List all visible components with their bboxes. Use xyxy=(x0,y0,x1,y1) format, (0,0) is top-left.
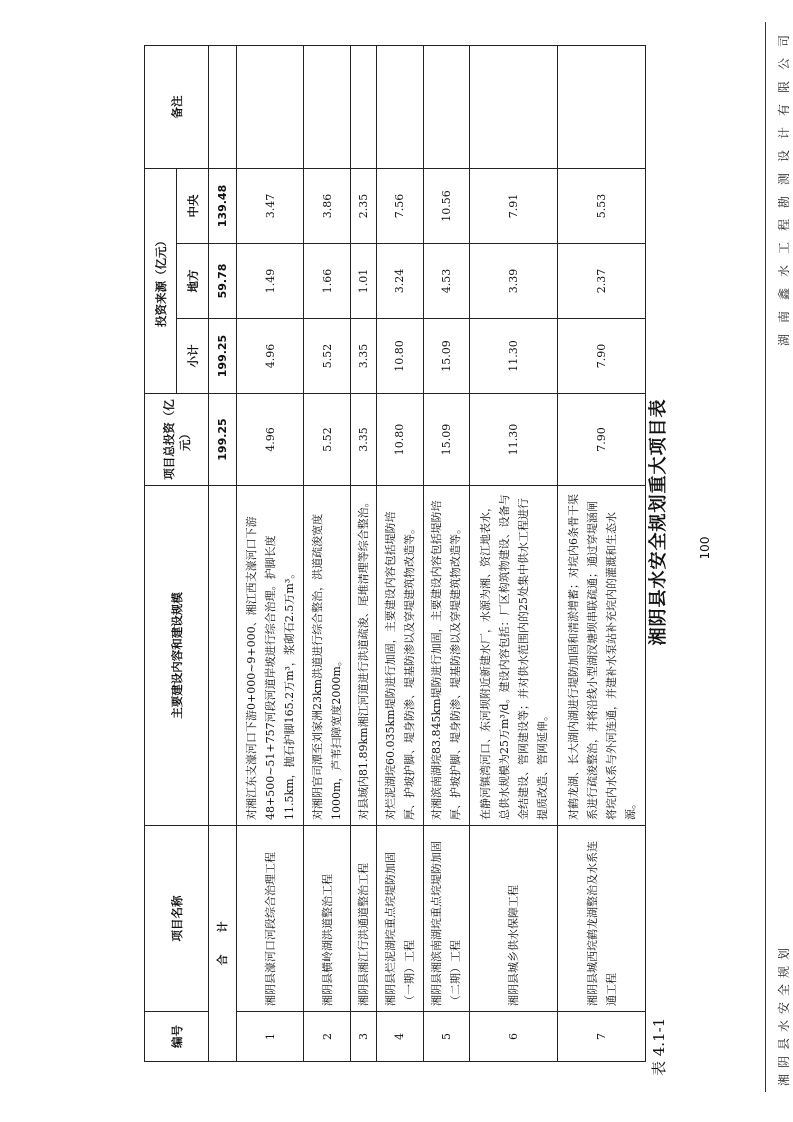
row-remark xyxy=(558,45,646,168)
row-subtotal: 11.30 xyxy=(470,319,558,394)
row-total: 15.09 xyxy=(423,394,470,486)
total-investment: 199.25 xyxy=(209,394,237,486)
row-scope: 对县域内81.89km湘江河道进行洪道疏浚、尾堆清理等综合整治。 xyxy=(350,486,376,826)
row-scope: 对湘阴官司潭至刘家洲23km洪道进行综合整治，洪道疏浚宽度1000m，芦苇扫障宽度2000m。 xyxy=(304,486,351,826)
col-header-total: 项目总投资（亿元） xyxy=(145,394,209,486)
row-total: 3.35 xyxy=(350,394,376,486)
col-header-central: 中央 xyxy=(177,168,209,243)
row-remark xyxy=(237,45,304,168)
row-local: 2.37 xyxy=(558,244,646,319)
col-header-local: 地方 xyxy=(177,244,209,319)
col-header-remark: 备注 xyxy=(145,45,209,168)
row-remark xyxy=(350,45,376,168)
table-label: 表 4.1-1 xyxy=(650,1017,668,1076)
table-row xyxy=(237,45,304,1061)
row-no: 7 xyxy=(558,1012,646,1062)
row-no: 1 xyxy=(237,1012,304,1062)
row-subtotal: 15.09 xyxy=(423,319,470,394)
total-label: 合 计 xyxy=(209,826,237,1062)
row-subtotal: 10.80 xyxy=(376,319,423,394)
col-header-scope: 主要建设内容和建设规模 xyxy=(145,486,209,826)
row-remark xyxy=(470,45,558,168)
row-local: 3.39 xyxy=(470,244,558,319)
col-header-no: 编号 xyxy=(145,1012,209,1062)
row-remark xyxy=(376,45,423,168)
col-header-source: 投资来源（亿元） xyxy=(145,168,177,393)
row-central: 3.47 xyxy=(237,168,304,243)
total-local: 59.78 xyxy=(209,244,237,319)
row-no: 5 xyxy=(423,1012,470,1062)
row-scope: 在静河镇湾河口、东河坝附近新建水厂，水源为湘、资江地表水，总供水规模为25万m³/d。建设内容包括：厂区构筑物建设、设备与金结建设、管网建设等；并对供水范围内的25处集中供水工程进行提质改造、管网延伸。 xyxy=(470,486,558,826)
row-central: 2.35 xyxy=(350,168,376,243)
row-no: 6 xyxy=(470,1012,558,1062)
row-name: 湘阴县湘江行洪通道整治工程 xyxy=(350,826,376,1012)
row-local: 3.24 xyxy=(376,244,423,319)
header-right: 湖南鑫水工程勘测设计有限公司 xyxy=(777,24,791,347)
row-name: 湘阴县城西垸鹤龙湖整治及水系连通工程 xyxy=(558,826,646,1012)
row-subtotal: 4.96 xyxy=(237,319,304,394)
row-name: 湘阴县湘滨南湖垸重点垸堤防加固（二期）工程 xyxy=(423,826,470,1012)
row-local: 4.53 xyxy=(423,244,470,319)
row-no: 3 xyxy=(350,1012,376,1062)
row-subtotal: 3.35 xyxy=(350,319,376,394)
total-subtotal: 199.25 xyxy=(209,319,237,394)
row-subtotal: 7.90 xyxy=(558,319,646,394)
row-central: 3.86 xyxy=(304,168,351,243)
table-row xyxy=(376,45,423,1061)
row-local: 1.66 xyxy=(304,244,351,319)
row-total: 10.80 xyxy=(376,394,423,486)
total-row xyxy=(209,45,237,1061)
table-title: 湘阴县水安全规划重大项目表 xyxy=(648,398,669,646)
project-table xyxy=(144,45,646,1062)
row-central: 7.91 xyxy=(470,168,558,243)
table-row xyxy=(558,45,646,1061)
row-name: 湘阴县城乡供水保障工程 xyxy=(470,826,558,1012)
table-row xyxy=(470,45,558,1061)
row-scope: 对鹤龙湖、长大湖内湖进行堤防加固和清淤增蓄；对垸内6条骨干渠系进行疏浚整治，并将沿线小型湖汊塘坝串联疏通；通过穿堤涵闸将垸内水系与外河连通，并建补水泵站补充垸内的灌溉和生态水源。 xyxy=(558,486,646,826)
row-scope: 对烂泥湖垸60.035km堤防进行加固，主要建设内容包括堤防培厚、护坡护脚、堤身防渗、堤基防渗以及穿堤建筑物改造等。 xyxy=(376,486,423,826)
total-central: 139.48 xyxy=(209,168,237,243)
row-local: 1.49 xyxy=(237,244,304,319)
table-row xyxy=(304,45,351,1061)
total-scope xyxy=(209,486,237,826)
row-total: 4.96 xyxy=(237,394,304,486)
row-central: 10.56 xyxy=(423,168,470,243)
col-header-subtotal: 小计 xyxy=(177,319,209,394)
row-name: 湘阴县横岭湖洪道整治工程 xyxy=(304,826,351,1012)
row-subtotal: 5.52 xyxy=(304,319,351,394)
row-total: 5.52 xyxy=(304,394,351,486)
header-rule xyxy=(765,22,766,1092)
row-total: 7.90 xyxy=(558,394,646,486)
row-total: 11.30 xyxy=(470,394,558,486)
header-left: 湘阴县水安全规划 xyxy=(777,941,791,1086)
total-remark xyxy=(209,45,237,168)
row-no: 2 xyxy=(304,1012,351,1062)
row-name: 湘阴县濠河口河段综合治理工程 xyxy=(237,826,304,1012)
row-central: 7.56 xyxy=(376,168,423,243)
table-row xyxy=(350,45,376,1061)
row-remark xyxy=(304,45,351,168)
row-remark xyxy=(423,45,470,168)
row-name: 湘阴县烂泥湖垸重点垸堤防加固（一期）工程 xyxy=(376,826,423,1012)
row-scope: 对湘滨南湖垸83.845km堤防进行加固，主要建设内容包括堤防培厚、护坡护脚、堤身防渗、堤基防渗以及穿堤建筑物改造等。 xyxy=(423,486,470,826)
row-scope: 对湘江东支濠河口下游0+000~9+000、湘江西支濠河口下游48+500~51+757河段河道岸坡进行综合治理。护脚长度11.5km，抛石护脚165.2万m³，浆砌石2.5万m³。 xyxy=(237,486,304,826)
row-no: 4 xyxy=(376,1012,423,1062)
page-number: 100 xyxy=(698,536,712,560)
col-header-name: 项目名称 xyxy=(145,826,209,1012)
row-local: 1.01 xyxy=(350,244,376,319)
table-row xyxy=(423,45,470,1061)
row-central: 5.53 xyxy=(558,168,646,243)
